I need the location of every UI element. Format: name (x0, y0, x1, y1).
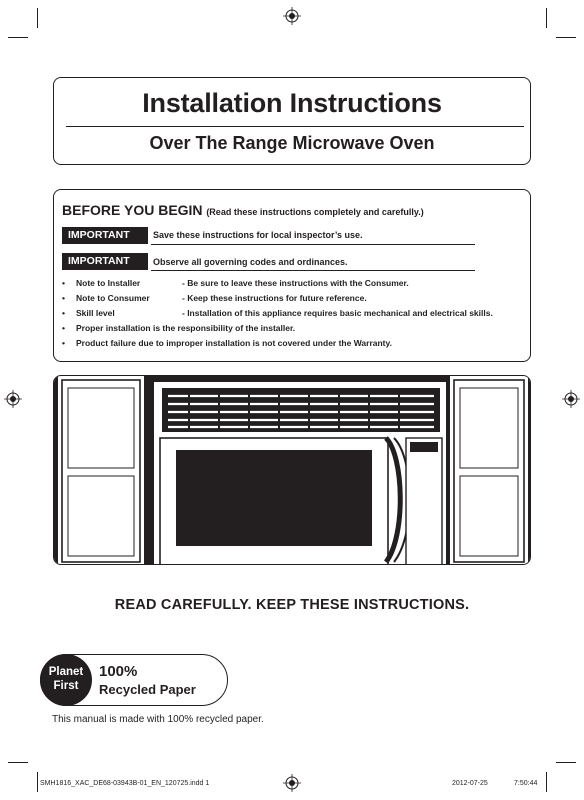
important-tag: IMPORTANT (62, 227, 148, 244)
before-you-begin-note: (Read these instructions completely and carefully.) (206, 207, 424, 217)
recycled-note: This manual is made with 100% recycled paper. (52, 714, 264, 725)
list-item (62, 306, 493, 320)
title-divider (66, 126, 524, 127)
important-text: Observe all governing codes and ordinances. (153, 257, 348, 267)
list-item-label: Skill level (76, 308, 115, 318)
crop-mark (8, 762, 28, 763)
footer-file-name: SMH1816_XAC_DE68-03943B-01_EN_120725.indd 1 (40, 780, 210, 787)
list-item (62, 321, 295, 335)
list-item-text: - Be sure to leave these instructions with the Consumer. (182, 278, 409, 288)
crop-mark (556, 37, 576, 38)
list-item-text: - Installation of this appliance requires basic mechanical and electrical skills. (182, 308, 493, 318)
microwave-illustration (54, 376, 531, 565)
bullet: • (62, 323, 65, 333)
crop-mark (546, 772, 547, 792)
planet-first-logo-line1: Planet (48, 666, 84, 678)
bullet: • (62, 308, 65, 318)
recycled-percent: 100% (99, 663, 138, 680)
important-tag: IMPORTANT (62, 253, 148, 270)
before-you-begin-heading (62, 202, 424, 218)
recycled-label: Recycled Paper (99, 682, 196, 697)
before-you-begin-title: BEFORE YOU BEGIN (62, 202, 203, 218)
before-you-begin-box (53, 189, 531, 362)
bullet: • (62, 293, 65, 303)
important-underline (151, 270, 475, 271)
registration-mark-icon (4, 390, 22, 408)
list-item-text: Proper installation is the responsibility of the installer. (76, 323, 296, 333)
microwave-illustration-box (53, 375, 531, 565)
list-item-label: Note to Installer (76, 278, 141, 288)
important-underline (151, 244, 475, 245)
bullet: • (62, 278, 65, 288)
planet-first-logo (40, 654, 92, 706)
footer-time: 7:50:44 (514, 780, 538, 787)
list-item (62, 291, 367, 305)
list-item (62, 276, 409, 290)
bullet: • (62, 338, 65, 348)
list-item-text: - Keep these instructions for future reference. (182, 293, 367, 303)
crop-mark (37, 772, 38, 792)
crop-mark (37, 8, 38, 28)
page-subtitle: Over The Range Microwave Oven (149, 133, 435, 153)
list-item (62, 336, 392, 350)
registration-mark-icon (283, 7, 301, 25)
list-item-label: Note to Consumer (76, 293, 150, 303)
page-title: Installation Instructions (142, 88, 442, 118)
title-box (53, 77, 531, 165)
recycled-paper-badge (40, 654, 228, 706)
registration-mark-icon (562, 390, 580, 408)
list-item-text: Product failure due to improper installation is not covered under the Warranty. (76, 338, 392, 348)
important-text: Save these instructions for local inspector’s use. (153, 230, 363, 240)
planet-first-logo-line2: First (53, 680, 79, 692)
crop-mark (8, 37, 28, 38)
crop-mark (556, 762, 576, 763)
crop-mark (546, 8, 547, 28)
registration-mark-icon (283, 774, 301, 792)
footer-date: 2012-07-25 (452, 780, 488, 787)
read-carefully-notice: READ CAREFULLY. KEEP THESE INSTRUCTIONS. (114, 597, 470, 613)
